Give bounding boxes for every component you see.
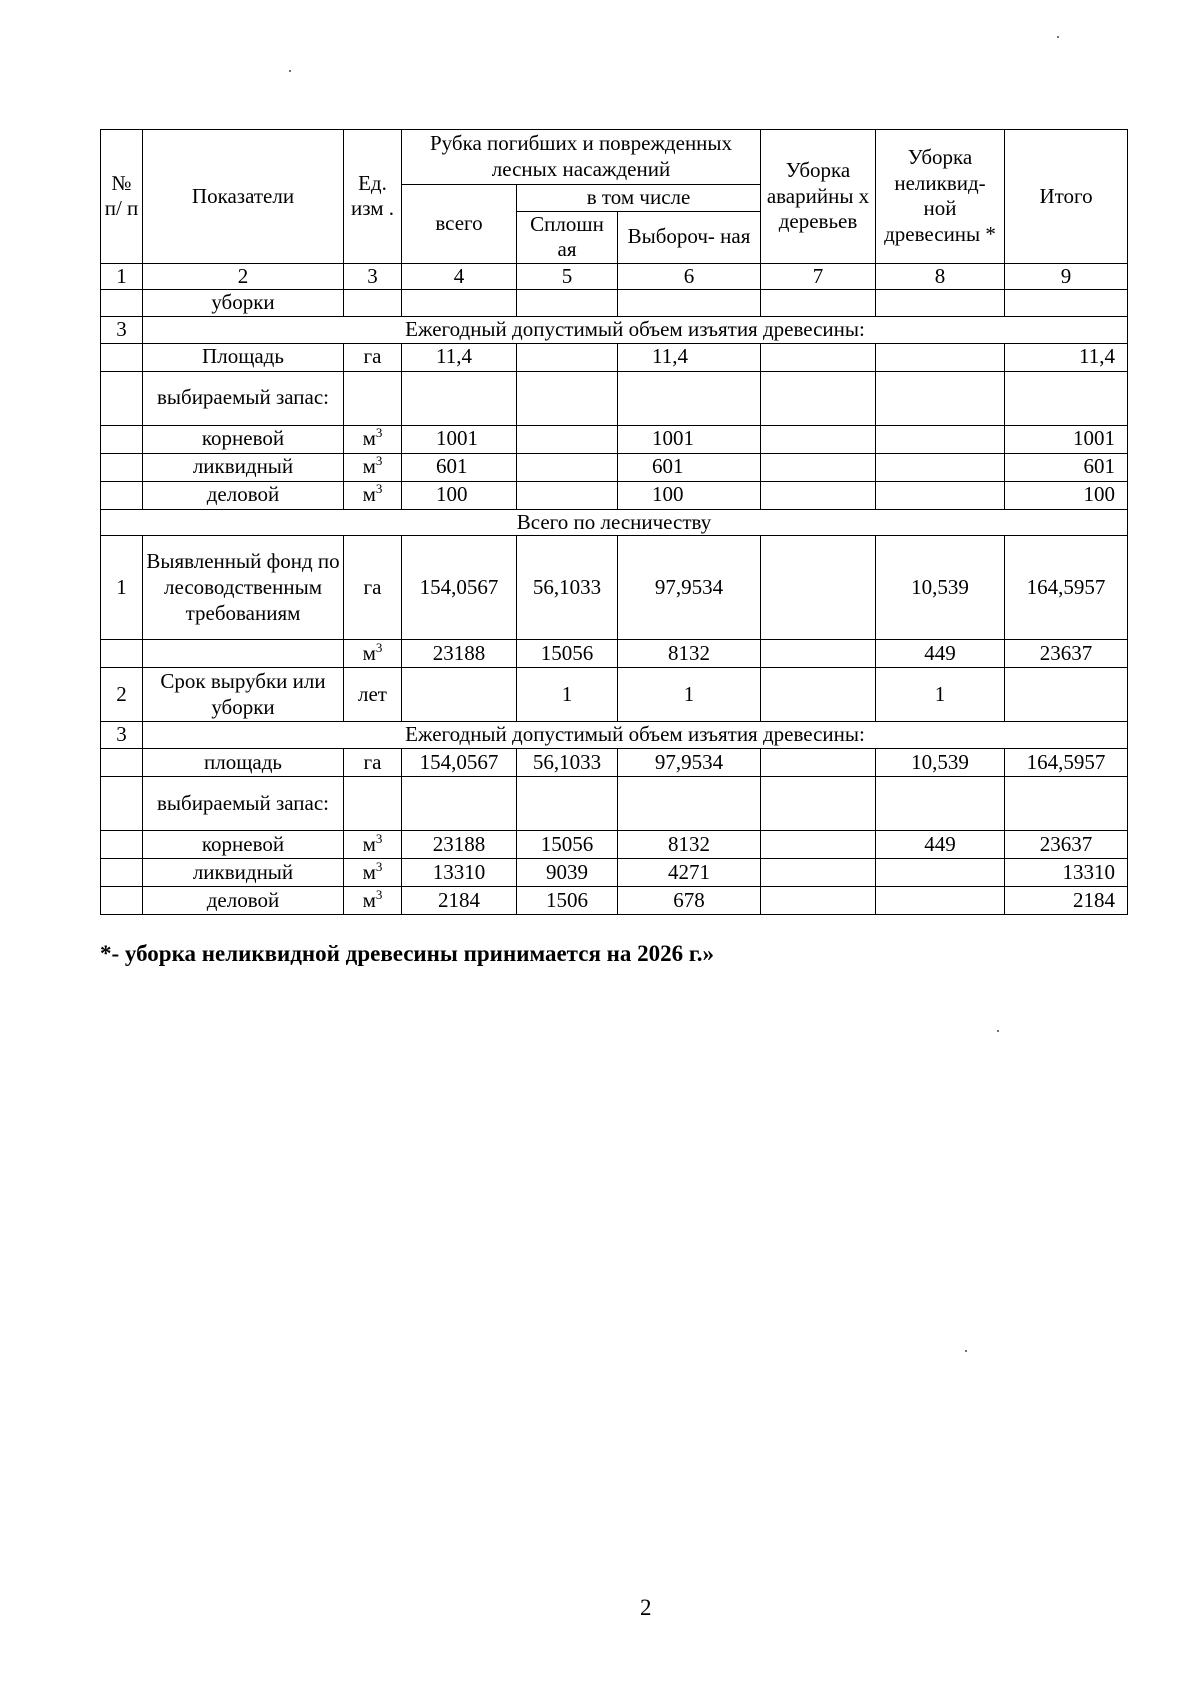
- column-number: 1: [101, 263, 143, 290]
- header-felling-group: Рубка погибших и поврежденных лесных насаждений: [402, 130, 761, 185]
- header-sum: Итого: [1005, 130, 1128, 264]
- row-label: Срок вырубки или уборки: [143, 668, 344, 722]
- row-unit: $м^3$: [344, 830, 402, 858]
- row-unit: лет: [344, 668, 402, 722]
- cell-illiquid: [876, 886, 1005, 914]
- cell-selective: 97,9534: [618, 748, 761, 776]
- table-row: [101, 290, 1128, 317]
- cell-sum: 164,5957: [1005, 536, 1128, 640]
- table-row: [101, 886, 1128, 914]
- header-num-col: № п/ п: [101, 130, 143, 264]
- section-title-row: [101, 509, 1128, 536]
- row-unit: $м^3$: [344, 425, 402, 453]
- section-title-row: [101, 722, 1128, 749]
- page-number: 2: [640, 1595, 652, 1620]
- cell-emergency: [761, 858, 876, 886]
- cell-sum: 164,5957: [1005, 748, 1128, 776]
- cell-clear: 1: [517, 668, 618, 722]
- cell-clear: 15056: [517, 640, 618, 668]
- cell-sum: 13310: [1005, 858, 1128, 886]
- cell-clear: [517, 425, 618, 453]
- cell-sum: [1005, 668, 1128, 722]
- row-label: ликвидный: [143, 858, 344, 886]
- cell-total: 2184: [402, 886, 517, 914]
- column-number: 8: [876, 263, 1005, 290]
- cell-emergency: [761, 425, 876, 453]
- cell-selective: 8132: [618, 830, 761, 858]
- cell-illiquid: 449: [876, 640, 1005, 668]
- row-unit: $м^3$: [344, 886, 402, 914]
- row-number: 1: [101, 536, 143, 640]
- row-label: уборки: [143, 290, 344, 317]
- row-label: Площадь: [143, 343, 344, 371]
- cell-selective: 97,9534: [618, 536, 761, 640]
- forestry-total-title: Всего по лесничеству: [101, 509, 1128, 536]
- footnote: *- уборка неликвидной древесины принимается на 2026 г.»: [100, 941, 714, 966]
- row-unit: га: [344, 536, 402, 640]
- cell-illiquid: [876, 453, 1005, 481]
- section-title: Ежегодный допустимый объем изъятия древесины:: [143, 722, 1128, 749]
- table-row: [101, 858, 1128, 886]
- cell-emergency: [761, 830, 876, 858]
- cell-total: 11,4: [402, 343, 517, 371]
- cell-sum: 23637: [1005, 640, 1128, 668]
- row-unit: $м^3$: [344, 481, 402, 509]
- cell-illiquid: [876, 858, 1005, 886]
- cell-illiquid: [876, 343, 1005, 371]
- column-number: 9: [1005, 263, 1128, 290]
- row-label: площадь: [143, 748, 344, 776]
- scan-speck: [965, 1350, 967, 1352]
- table-row: [101, 776, 1128, 830]
- scan-speck: [997, 1030, 999, 1032]
- cell-illiquid: 10,539: [876, 536, 1005, 640]
- row-number: 3: [101, 317, 143, 344]
- cell-total: 154,0567: [402, 748, 517, 776]
- cell-illiquid: 1: [876, 668, 1005, 722]
- cell-sum: 1001: [1005, 425, 1128, 453]
- row-number: 3: [101, 722, 143, 749]
- cell-sum: 11,4: [1005, 343, 1128, 371]
- forest-harvest-table: [100, 129, 1128, 915]
- header-indicators: Показатели: [143, 130, 344, 264]
- table-row: [101, 668, 1128, 722]
- cell-total: 154,0567: [402, 536, 517, 640]
- cell-emergency: [761, 886, 876, 914]
- table-row: [101, 830, 1128, 858]
- cell-selective: 4271: [618, 858, 761, 886]
- table-row: [101, 640, 1128, 668]
- header-selective: Выбороч- ная: [618, 211, 761, 263]
- cell-clear: [517, 481, 618, 509]
- cell-total: 23188: [402, 640, 517, 668]
- header-clear: Сплошн ая: [517, 211, 618, 263]
- cell-emergency: [761, 640, 876, 668]
- cell-total: 100: [402, 481, 517, 509]
- cell-emergency: [761, 343, 876, 371]
- row-unit: $м^3$: [344, 858, 402, 886]
- row-number: 2: [101, 668, 143, 722]
- column-number: 2: [143, 263, 344, 290]
- cell-selective: 8132: [618, 640, 761, 668]
- scan-speck: [1057, 36, 1059, 38]
- row-label: корневой: [143, 425, 344, 453]
- cell-total: 601: [402, 453, 517, 481]
- cell-illiquid: 449: [876, 830, 1005, 858]
- cell-clear: 9039: [517, 858, 618, 886]
- cell-total: [402, 668, 517, 722]
- column-number: 5: [517, 263, 618, 290]
- cell-clear: [517, 343, 618, 371]
- row-label: корневой: [143, 830, 344, 858]
- cell-sum: 601: [1005, 453, 1128, 481]
- row-label: выбираемый запас:: [143, 776, 344, 830]
- row-label: Выявленный фонд по лесоводственным требованиям: [143, 536, 344, 640]
- table-row: [101, 536, 1128, 640]
- cell-emergency: [761, 748, 876, 776]
- row-label: ликвидный: [143, 453, 344, 481]
- section-title-row: [101, 317, 1128, 344]
- cell-selective: 601: [618, 453, 761, 481]
- table-row: [101, 481, 1128, 509]
- column-number: 4: [402, 263, 517, 290]
- cell-clear: 1506: [517, 886, 618, 914]
- cell-illiquid: [876, 425, 1005, 453]
- table-row: [101, 371, 1128, 425]
- cell-emergency: [761, 481, 876, 509]
- row-label: выбираемый запас:: [143, 371, 344, 425]
- section-title: Ежегодный допустимый объем изъятия древесины:: [143, 317, 1128, 344]
- header-total: всего: [402, 185, 517, 264]
- column-number: 7: [761, 263, 876, 290]
- header-unit: Ед. изм .: [344, 130, 402, 264]
- cell-sum: 100: [1005, 481, 1128, 509]
- cell-selective: 1: [618, 668, 761, 722]
- row-label: деловой: [143, 886, 344, 914]
- row-unit: га: [344, 343, 402, 371]
- header-illiquid: Уборка неликвид- ной древесины *: [876, 130, 1005, 264]
- table-row: [101, 425, 1128, 453]
- cell-total: 13310: [402, 858, 517, 886]
- cell-sum: 2184: [1005, 886, 1128, 914]
- cell-clear: 56,1033: [517, 748, 618, 776]
- cell-illiquid: [876, 481, 1005, 509]
- table-row: [101, 453, 1128, 481]
- table-row: [101, 748, 1128, 776]
- scan-speck: [289, 70, 291, 72]
- cell-selective: 11,4: [618, 343, 761, 371]
- cell-total: 1001: [402, 425, 517, 453]
- cell-emergency: [761, 453, 876, 481]
- column-number: 6: [618, 263, 761, 290]
- cell-sum: 23637: [1005, 830, 1128, 858]
- cell-clear: 15056: [517, 830, 618, 858]
- cell-emergency: [761, 536, 876, 640]
- column-number: 3: [344, 263, 402, 290]
- cell-selective: 1001: [618, 425, 761, 453]
- row-unit: $м^3$: [344, 453, 402, 481]
- column-numbers-row: [101, 263, 1128, 290]
- cell-illiquid: 10,539: [876, 748, 1005, 776]
- row-unit: $м^3$: [344, 640, 402, 668]
- cell-total: 23188: [402, 830, 517, 858]
- cell-selective: 678: [618, 886, 761, 914]
- cell-clear: 56,1033: [517, 536, 618, 640]
- cell-selective: 100: [618, 481, 761, 509]
- cell-clear: [517, 453, 618, 481]
- header-emergency: Уборка аварийны х деревьев: [761, 130, 876, 264]
- cell-emergency: [761, 668, 876, 722]
- row-label: деловой: [143, 481, 344, 509]
- header-including: в том числе: [517, 185, 761, 212]
- row-unit: га: [344, 748, 402, 776]
- table-row: [101, 343, 1128, 371]
